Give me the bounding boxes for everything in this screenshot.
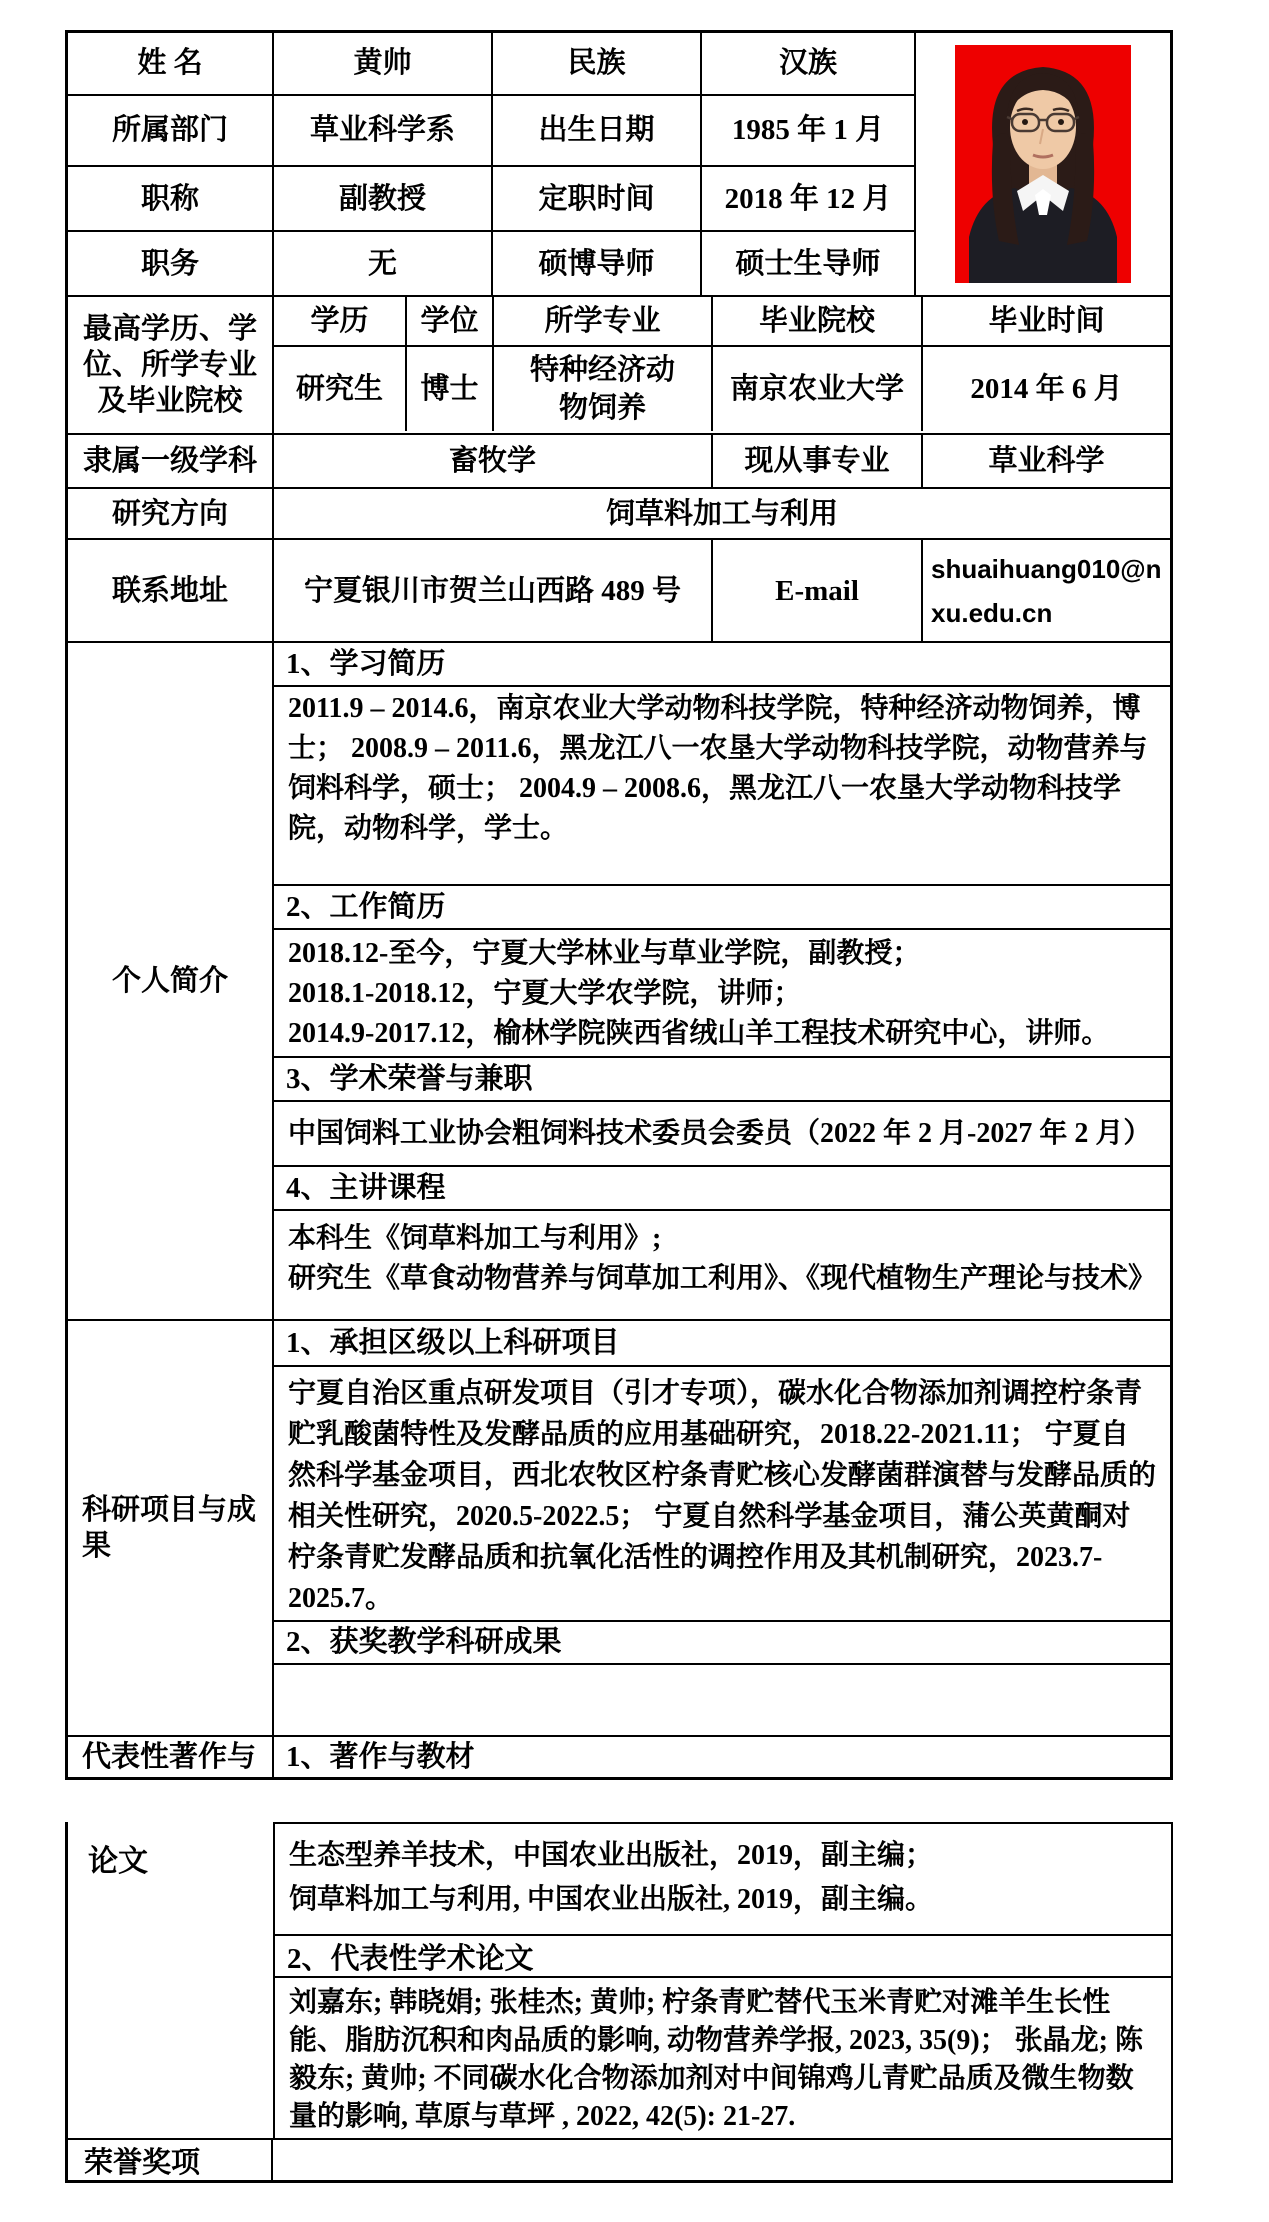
- profile-heading-courses: 4、主讲课程: [274, 1167, 1170, 1211]
- supervisor-label: 硕博导师: [493, 232, 702, 295]
- name-label: 姓 名: [68, 33, 274, 94]
- research-label: 科研项目与成果: [68, 1321, 274, 1735]
- address-label: 联系地址: [68, 540, 274, 641]
- paper-item: 刘嘉东; 韩晓娟; 张桂杰; 黄帅; 柠条青贮替代玉米青贮对滩羊生长性能、脂肪沉积和肉品质的影响, 动物营养学报, 2023, 35(9)；: [289, 1987, 1111, 2056]
- appointment-label: 定职时间: [493, 167, 702, 231]
- contact-band: [68, 540, 1170, 643]
- degree-level-value: 研究生: [274, 347, 407, 431]
- email-value: [923, 540, 1170, 641]
- education-grid: [274, 297, 1170, 433]
- major-header: 所学专业: [494, 297, 713, 345]
- school-header: 毕业院校: [713, 297, 923, 345]
- books-cell: [275, 1824, 1171, 1936]
- title-label: 职称: [68, 167, 274, 231]
- education-header-row: [274, 297, 1170, 347]
- resume-table-main: [65, 30, 1173, 1780]
- education-data-row: [274, 347, 1170, 431]
- honor-membership-cell: 中国饲料工业协会粗饲料技术委员会委员（2022 年 2 月-2027 年 2 月）: [274, 1102, 1170, 1168]
- department-value: 草业科学系: [274, 96, 493, 165]
- study-history-cell: [274, 687, 1170, 886]
- profile-label: 个人简介: [68, 643, 274, 1319]
- degree-value: 博士: [407, 347, 494, 431]
- profile-heading-study: 1、学习简历: [274, 643, 1170, 687]
- profile-content: [274, 643, 1170, 1319]
- discipline-value: 畜牧学: [274, 435, 713, 487]
- courses-cell: [274, 1211, 1170, 1319]
- paper-item: 张晶龙; 陈毅东; 黄帅; 不同碳水化合物添加剂对中间锦鸡儿青贮品质及微生物数量的影响, 草原与草坪 , 2022, 42(5): 21-27.: [289, 2025, 1143, 2132]
- works-label-part1: 代表性著作与: [68, 1737, 274, 1777]
- table-row: [68, 232, 916, 295]
- research-direction-label: 研究方向: [68, 489, 274, 538]
- research-heading-awards: 2、获奖教学科研成果: [274, 1622, 1170, 1666]
- education-band: [68, 297, 1170, 435]
- table-row: [68, 167, 916, 233]
- basic-info-band: [68, 33, 1170, 297]
- current-major-value: 草业科学: [988, 445, 1105, 477]
- email-line-2: xu.edu.cn: [931, 597, 1053, 628]
- table-row: [68, 96, 916, 167]
- profile-heading-work: 2、工作简历: [274, 886, 1170, 930]
- course-item: 本科生《饲草料加工与利用》;: [288, 1223, 662, 1255]
- projects-cell: [274, 1367, 1170, 1622]
- supervisor-value: 硕士生导师: [702, 232, 916, 295]
- photo-cell: [916, 33, 1170, 295]
- teaching-awards-cell: [274, 1665, 1170, 1735]
- email-label: E-mail: [713, 540, 923, 641]
- school-value: 南京农业大学: [713, 347, 923, 431]
- awards-label: 荣誉奖项: [68, 2140, 273, 2180]
- works-continued-band: [65, 1822, 1173, 2138]
- department-label: 所属部门: [68, 96, 274, 165]
- grad-time-value: 2014 年 6 月: [970, 373, 1123, 405]
- works-band: [68, 1737, 1170, 1777]
- major-value: 特种经济动物饲养: [494, 347, 713, 431]
- work-item: 2018.12-至今，宁夏大学林业与草业学院，副教授；: [288, 938, 921, 970]
- current-major-label: 现从事专业: [713, 435, 923, 487]
- research-direction-value: 饲草料加工与利用: [605, 497, 838, 530]
- research-content: [274, 1321, 1170, 1735]
- awards-band: [65, 2138, 1173, 2183]
- grad-time-header: 毕业时间: [988, 305, 1105, 337]
- profile-heading-honors: 3、学术荣誉与兼职: [274, 1058, 1170, 1102]
- resume-table-continued: [65, 1822, 1173, 2183]
- degree-level-header: 学历: [274, 297, 407, 345]
- name-value: 黄帅: [274, 33, 493, 94]
- works-heading-papers: 2、代表性学术论文: [275, 1936, 1171, 1978]
- position-value: 无: [274, 232, 493, 295]
- position-label: 职务: [68, 232, 274, 295]
- project-item: 宁夏自然科学基金项目，蒲公英黄酮对柠条青贮发酵品质和抗氧化活性的调控作用及其机制研究，2023.7-2025.7。: [288, 1500, 1131, 1614]
- title-value: 副教授: [274, 167, 493, 231]
- address-value: 宁夏银川市贺兰山西路 489 号: [274, 540, 713, 641]
- works-heading-books: 1、著作与教材: [286, 1741, 475, 1773]
- discipline-label: 隶属一级学科: [68, 435, 274, 487]
- study-item: 2011.9 – 2014.6，南京农业大学动物科技学院，特种经济动物饲养，博士；: [288, 692, 1141, 764]
- table-row: [68, 33, 916, 96]
- id-photo: [955, 45, 1131, 283]
- email-line-1: shuaihuang010@n: [931, 553, 1162, 584]
- work-item: 2018.1-2018.12，宁夏大学农学院，讲师；: [288, 978, 802, 1010]
- appointment-value: 2018 年 12 月: [702, 167, 916, 231]
- papers-cell: [275, 1978, 1171, 2138]
- education-label: 最高学历、学位、所学专业及毕业院校: [68, 297, 274, 433]
- project-item: 宁夏自然科学基金项目，西北农牧区柠条青贮核心发酵菌群演替与发酵品质的相关性研究，2020.5-2022.5；: [288, 1418, 1157, 1532]
- study-item: 2004.9 – 2008.6，黑龙江八一农垦大学动物科技学院，动物科学，学士。: [288, 772, 1122, 844]
- research-direction-band: [68, 489, 1170, 540]
- works-content: [273, 1822, 1173, 2138]
- work-item: 2014.9-2017.12，榆林学院陕西省绒山羊工程技术研究中心，讲师。: [288, 1018, 1110, 1050]
- discipline-band: [68, 435, 1170, 489]
- book-item: 饲草料加工与利用, 中国农业出版社, 2019，副主编。: [289, 1884, 934, 1915]
- research-heading-projects: 1、承担区级以上科研项目: [274, 1321, 1170, 1367]
- degree-header: 学位: [407, 297, 494, 345]
- basic-info-grid: [68, 33, 916, 295]
- profile-band: [68, 643, 1170, 1321]
- study-item: 2008.9 – 2011.6，黑龙江八一农垦大学动物科技学院，动物营养与饲料科学，硕士；: [288, 732, 1148, 804]
- awards-value: [273, 2140, 1171, 2180]
- course-item: 研究生《草食动物营养与饲草加工利用》、《现代植物生产理论与技术》: [288, 1263, 1157, 1295]
- ethnicity-value: 汉族: [702, 33, 916, 94]
- birthdate-value: 1985 年 1 月: [702, 96, 916, 165]
- portrait-illustration: [955, 45, 1131, 283]
- project-item: 宁夏自治区重点研发项目（引才专项），碳水化合物添加剂调控柠条青贮乳酸菌特性及发酵品质的应用基础研究，2018.22-2021.11；: [288, 1377, 1143, 1450]
- book-item: 生态型养羊技术，中国农业出版社，2019，副主编；: [289, 1840, 934, 1871]
- works-label-part2: 论文: [65, 1822, 273, 2138]
- birthdate-label: 出生日期: [493, 96, 702, 165]
- ethnicity-label: 民族: [493, 33, 702, 94]
- work-history-cell: [274, 930, 1170, 1058]
- research-band: [68, 1321, 1170, 1737]
